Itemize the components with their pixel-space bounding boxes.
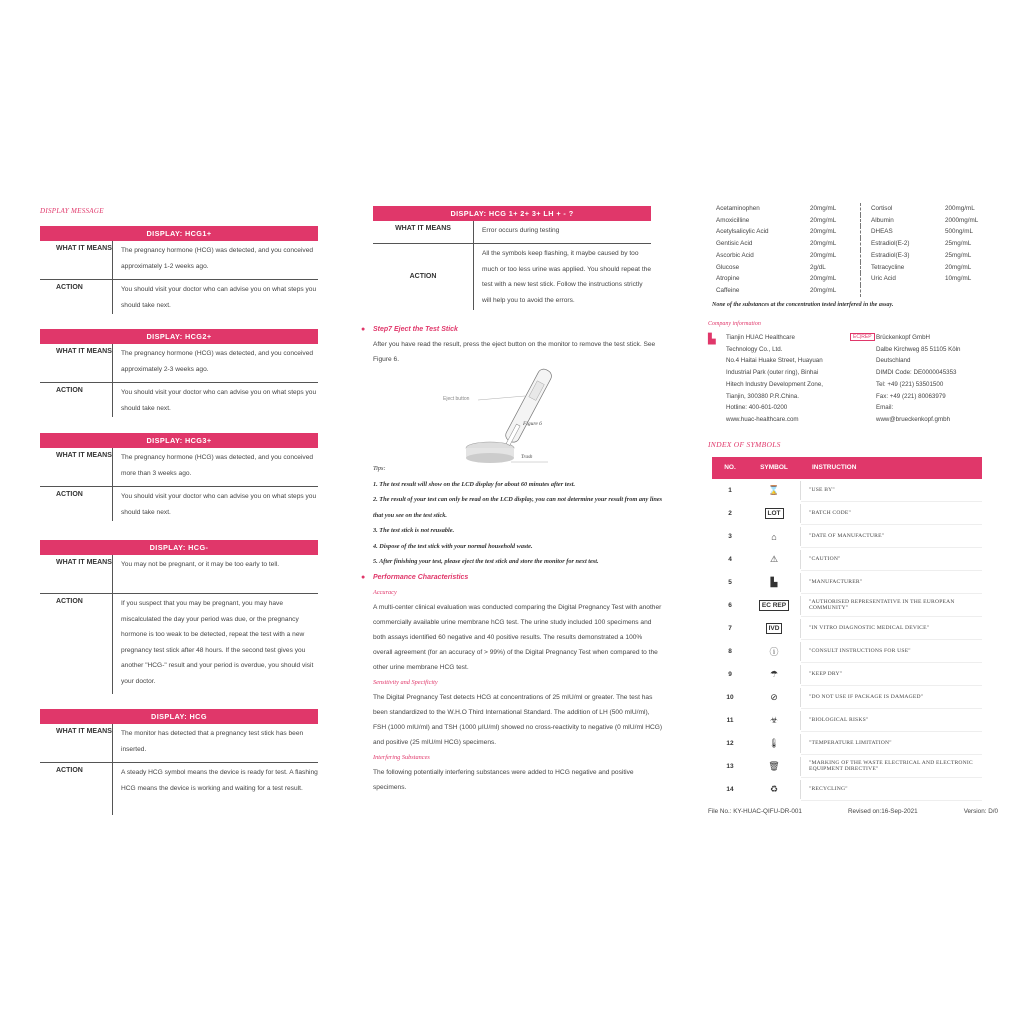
substance-cell: 2g/dL <box>810 262 861 274</box>
substance-row <box>716 226 986 238</box>
performance-section <box>361 570 663 795</box>
address-line: DIMDI Code: DE0000045353 <box>876 369 957 377</box>
what-it-means-label: WHAT IT MEANS <box>56 348 112 355</box>
block-header: DISPLAY: HCG- <box>40 540 318 555</box>
substance-cell: Caffeine <box>716 286 740 294</box>
manufacturer-icon: ▙ <box>770 577 778 587</box>
substance-row <box>716 273 986 285</box>
action-label: ACTION <box>56 491 83 498</box>
substance-cell: 20mg/mL <box>810 285 861 297</box>
display-block-hcg1 <box>40 226 318 314</box>
substance-cell: 500ng/mL <box>945 228 974 236</box>
symbol-cell <box>748 734 801 753</box>
symbol-number: 12 <box>726 740 734 747</box>
file-number: File No.: KY-HUAC-QIFU-DR-001 <box>708 808 802 815</box>
display-block-hcg2 <box>40 329 318 417</box>
substance-cell: Tetracycline <box>871 263 905 271</box>
symbol-cell <box>748 780 801 799</box>
address-line: www.huac-healthcare.com <box>726 415 799 423</box>
substance-cell: Albumin <box>871 216 894 224</box>
address-line: Tianjin, 300380 P.R.China. <box>726 392 799 400</box>
error-table-header: DISPLAY: HCG 1+ 2+ 3+ LH + - ? <box>373 206 651 221</box>
tips-section <box>373 461 663 570</box>
symbol-row <box>712 525 982 548</box>
symbol-cell <box>748 573 801 592</box>
step7-section <box>361 322 663 367</box>
symbol-cell <box>748 665 801 684</box>
substance-row <box>716 250 986 262</box>
tip-5: 5. After finishing your test, please eject the test stick and store the monitor for next test. <box>373 558 599 565</box>
symbol-instruction: "DO NOT USE IF PACKAGE IS DAMAGED" <box>801 686 982 709</box>
header-instruction: INSTRUCTION <box>812 464 857 471</box>
performance-title: Performance Characteristics <box>373 574 469 581</box>
symbol-row <box>712 594 982 617</box>
what-it-means-label: WHAT IT MEANS <box>56 728 112 735</box>
substance-cell: 20mg/mL <box>810 238 861 250</box>
symbol-row <box>712 778 982 801</box>
substance-cell: Gentisic Acid <box>716 240 753 248</box>
symbol-instruction: "CAUTION" <box>801 548 982 571</box>
address-line: Email: <box>876 404 894 412</box>
substance-cell: Amoxicilline <box>716 216 750 224</box>
symbol-row <box>712 755 982 778</box>
address-line: www@brueckenkopf.gmbh <box>876 415 951 423</box>
address-line: Dalbe Kirchweg 85 51105 Köln <box>876 345 961 353</box>
what-it-means-text: You may not be pregnant, or it may be too early to tell. <box>112 555 318 593</box>
tip-3: 3. The test stick is not reusable. <box>373 527 455 534</box>
recycling-icon: ♻ <box>769 784 779 794</box>
display-block-hcg <box>40 709 318 815</box>
symbol-number: 8 <box>728 648 732 655</box>
caution-icon: ⚠ <box>769 554 779 564</box>
symbol-instruction: "MARKING OF THE WASTE ELECTRICAL AND ELECTRONIC EQUIPMENT DIRECTIVE" <box>801 755 982 778</box>
symbol-number: 11 <box>726 717 734 724</box>
symbol-cell <box>748 642 801 661</box>
address-line: Fax: +49 (221) 80063979 <box>876 392 946 400</box>
action-label: ACTION <box>56 767 83 774</box>
action-label: ACTION <box>56 387 83 394</box>
substance-row <box>716 285 986 297</box>
action-text: A steady HCG symbol means the device is ready for test. A flashing HCG means the device is working and waiting for a test result. <box>112 763 318 815</box>
symbol-number: 2 <box>728 510 732 517</box>
accuracy-title: Accuracy <box>373 589 397 596</box>
date-of-manufacture-icon: ⌂ <box>771 531 777 542</box>
action-text: If you suspect that you may be pregnant, you may have miscalculated the day your period was due, or the pregnancy hormone is too weak to be detected, repeat the test with a new pregnancy test stick after 48 hours. If the second test gives you another "HCG-" result and your period is overdue, you should visit your doctor. <box>112 594 318 694</box>
symbol-row <box>712 663 982 686</box>
tips-title: Tips: <box>373 465 386 472</box>
manufacturer-address <box>726 332 851 426</box>
substance-cell: Acetaminophen <box>716 205 760 212</box>
symbol-instruction: "BATCH CODE" <box>801 502 982 525</box>
substance-row <box>716 262 986 274</box>
symbol-instruction: "AUTHORISED REPRESENTATIVE IN THE EUROPEAN COMMUNITY" <box>801 594 982 617</box>
symbol-cell <box>748 757 801 776</box>
what-it-means-label: WHAT IT MEANS <box>56 245 112 252</box>
symbol-number: 4 <box>728 556 732 563</box>
sensitivity-title: Sensitivity and Specificity <box>373 679 438 686</box>
substance-cell <box>945 285 985 297</box>
revised-date: Revised on:16-Sep-2021 <box>847 808 918 815</box>
symbol-instruction: "KEEP DRY" <box>801 663 982 686</box>
address-line: Deutschland <box>876 357 911 365</box>
what-it-means-text: The monitor has detected that a pregnancy test stick has been inserted. <box>112 724 318 762</box>
address-line: Hotline: 400-601-0200 <box>726 404 788 412</box>
weee-bin-icon: 🗑 <box>768 761 780 771</box>
lot-icon: LOT <box>765 508 784 519</box>
symbol-row <box>712 709 982 732</box>
block-header: DISPLAY: HCG3+ <box>40 433 318 448</box>
block-header: DISPLAY: HCG2+ <box>40 329 318 344</box>
company-info-title: Company information <box>708 321 761 327</box>
action-text: You should visit your doctor who can advise you on what steps you should take next. <box>112 280 318 314</box>
symbol-instruction: "MANUFACTURER" <box>801 571 982 594</box>
substance-cell: 200mg/mL <box>945 205 975 212</box>
symbol-number: 7 <box>728 625 732 632</box>
substance-cell: Atropine <box>716 275 740 283</box>
biohazard-icon: ☣ <box>769 715 779 725</box>
interfering-text: The following potentially interfering substances were added to HCG negative and positive specimens. <box>373 769 634 791</box>
consult-instructions-icon: ⓘ <box>769 647 779 657</box>
tip-4: 4. Dispose of the test stick with your normal household waste. <box>373 542 533 550</box>
interfering-title: Interfering Substances <box>373 754 430 761</box>
version: Version: D/0 <box>963 808 998 815</box>
symbol-row <box>712 502 982 525</box>
what-it-means-text: Error occurs during testing <box>473 221 651 243</box>
bullet-icon: ● <box>361 326 366 333</box>
header-symbol: SYMBOL <box>760 464 788 471</box>
symbol-cell <box>748 596 801 615</box>
symbol-cell <box>748 504 801 523</box>
ec-rep-icon: EC REP <box>759 600 789 611</box>
symbol-cell <box>748 688 801 707</box>
substance-cell: 20mg/mL <box>810 273 861 285</box>
keep-dry-icon: ☂ <box>769 669 779 679</box>
step7-text: After you have read the result, press the eject button on the monitor to remove the test stick. See Figure 6. <box>373 341 656 363</box>
ec-representative-address <box>876 332 1001 426</box>
symbol-row <box>712 548 982 571</box>
ec-rep-icon: EC|REP <box>850 333 875 341</box>
address-line: Technology Co., Ltd. <box>726 345 783 353</box>
symbol-row <box>712 617 982 640</box>
substance-cell: Estradiol(E-3) <box>871 251 910 259</box>
address-line: Brückenkopf GmbH <box>876 334 930 341</box>
index-of-symbols-title: INDEX OF SYMBOLS <box>708 440 781 449</box>
figure-caption: Figure 6 <box>523 421 542 427</box>
substance-cell: 20mg/mL <box>945 263 972 271</box>
symbol-instruction: "CONSULT INSTRUCTIONS FOR USE" <box>801 640 982 663</box>
symbol-number: 9 <box>728 671 732 678</box>
trash-label: Trash <box>521 455 533 460</box>
symbol-number: 14 <box>726 786 734 793</box>
symbol-instruction: "USE BY" <box>801 479 982 502</box>
symbol-row <box>712 571 982 594</box>
temperature-limit-icon: 🌡 <box>768 738 780 748</box>
do-not-use-damaged-icon: ⊘ <box>770 692 778 702</box>
figure-6-eject-illustration <box>433 368 603 468</box>
substance-row <box>716 215 986 227</box>
symbol-row <box>712 479 982 502</box>
action-label: ACTION <box>56 598 83 605</box>
symbol-row <box>712 732 982 755</box>
substance-cell: 25mg/mL <box>945 251 972 259</box>
symbol-row <box>712 640 982 663</box>
action-text: All the symbols keep flashing, it maybe caused by too much or too less urine was applied. You should repeat the test with a new test stick. Follow the instructions strictly will help you to avoid the errors. <box>473 244 651 310</box>
document-footer <box>708 808 998 815</box>
step7-title: Step7 Eject the Test Stick <box>373 326 458 333</box>
symbol-number: 5 <box>728 579 732 586</box>
address-line: Industrial Park (outer ring), Binhai <box>726 369 819 377</box>
hourglass-icon: ⌛ <box>768 485 780 495</box>
action-label: ACTION <box>409 273 437 280</box>
symbol-cell <box>748 550 801 569</box>
symbol-instruction: "RECYCLING" <box>801 778 982 801</box>
ivd-icon: IVD <box>766 623 783 634</box>
what-it-means-label: WHAT IT MEANS <box>56 559 112 566</box>
block-header: DISPLAY: HCG <box>40 709 318 724</box>
symbol-cell <box>748 527 801 546</box>
symbols-table <box>712 457 982 801</box>
what-it-means-label: WHAT IT MEANS <box>395 225 451 232</box>
symbol-number: 13 <box>726 763 734 770</box>
substance-cell: 25mg/mL <box>945 240 972 248</box>
what-it-means-text: The pregnancy hormone (HCG) was detected, and you conceived more than 3 weeks ago. <box>112 448 318 486</box>
sensitivity-text: The Digital Pregnancy Test detects HCG at concentrations of 25 mIU/ml or greater. The test has been standardized to the W.H.O Third International Standard. The addition of LH (500 mIU/ml), FSH (1000 mIU/ml) and TSH (1000 μIU/ml) showed no cross-reactivity to negative (0 mIU/ml HCG) and positive (25 mIU/ml HCG) specimens. <box>373 694 663 746</box>
symbol-cell <box>748 711 801 730</box>
substance-row <box>716 203 986 215</box>
symbol-instruction: "IN VITRO DIAGNOSTIC MEDICAL DEVICE" <box>801 617 982 640</box>
substance-cell: DHEAS <box>871 228 893 236</box>
substance-cell <box>861 285 945 297</box>
address-line: Tianjin HUAC Healthcare <box>726 334 795 341</box>
symbol-instruction: "TEMPERATURE LIMITATION" <box>801 732 982 755</box>
symbol-number: 6 <box>728 602 732 609</box>
accuracy-text: A multi-center clinical evaluation was conducted comparing the Digital Pregnancy Test with another commercially available urine membrane hCG test. The urine study included 100 specimens and both assays identified 60 negative and 40 positive results. The results demonstrated a 100% overall agreement (for an accuracy of > 99%) of the Digital Pregnancy Test when compared to the other urine membrane HCG test. <box>373 604 662 671</box>
display-block-hcg-negative <box>40 540 318 694</box>
header-no: NO. <box>724 464 736 471</box>
substance-cell: 2000mg/mL <box>945 216 979 224</box>
substance-cell: 20mg/mL <box>810 215 861 227</box>
substance-cell: Glucose <box>716 263 740 271</box>
tip-1: 1. The test result will show on the LCD display for about 60 minutes after test. <box>373 480 576 488</box>
substance-cell: 20mg/mL <box>810 226 861 238</box>
substance-cell: 10mg/mL <box>945 275 972 283</box>
display-message-title: DISPLAY MESSAGE <box>40 207 104 215</box>
what-it-means-label: WHAT IT MEANS <box>56 452 112 459</box>
symbol-number: 10 <box>726 694 734 701</box>
symbol-row <box>712 686 982 709</box>
block-header: DISPLAY: HCG1+ <box>40 226 318 241</box>
symbol-instruction: "DATE OF MANUFACTURE" <box>801 525 982 548</box>
tip-2: 2. The result of your test can only be read on the LCD display, you can not determine your result from any lines that you see on the test stick. <box>373 496 663 519</box>
symbol-instruction: "BIOLOGICAL RISKS" <box>801 709 982 732</box>
address-line: Tel: +49 (221) 53501500 <box>876 380 944 388</box>
action-text: You should visit your doctor who can advise you on what steps you should take next. <box>112 487 318 521</box>
symbol-cell <box>748 481 801 500</box>
symbol-number: 3 <box>728 533 732 540</box>
substance-cell: Uric Acid <box>871 275 896 283</box>
symbols-table-header <box>712 457 982 479</box>
address-line: No.4 Haitai Huake Street, Huayuan <box>726 357 823 365</box>
substance-cell: 20mg/mL <box>810 203 861 215</box>
address-line: Hitech Industry Development Zone, <box>726 380 823 388</box>
substance-row <box>716 238 986 250</box>
what-it-means-text: The pregnancy hormone (HCG) was detected, and you conceived approximately 2-3 weeks ago. <box>112 344 318 382</box>
symbol-number: 1 <box>728 487 732 494</box>
substances-table <box>716 203 986 297</box>
display-block-hcg3 <box>40 433 318 521</box>
substance-cell: Acetylsalicylic Acid <box>716 228 769 236</box>
substance-cell: Cortisol <box>871 205 893 212</box>
action-label: ACTION <box>56 284 83 291</box>
substance-cell: Ascorbic Acid <box>716 251 754 259</box>
substance-cell: 20mg/mL <box>810 250 861 262</box>
action-text: You should visit your doctor who can advise you on what steps you should take next. <box>112 383 318 417</box>
substance-cell: Estradiol(E-2) <box>871 240 910 248</box>
symbol-cell <box>748 619 801 638</box>
eject-button-label: Eject button <box>443 396 470 402</box>
manufacturer-icon: ▙ <box>708 334 716 345</box>
error-display-table <box>373 206 651 310</box>
bullet-icon: ● <box>361 574 366 581</box>
what-it-means-text: The pregnancy hormone (HCG) was detected, and you conceived approximately 1-2 weeks ago. <box>112 241 318 279</box>
none-interfered-note: None of the substances at the concentration tested interfered in the assay. <box>712 302 894 308</box>
